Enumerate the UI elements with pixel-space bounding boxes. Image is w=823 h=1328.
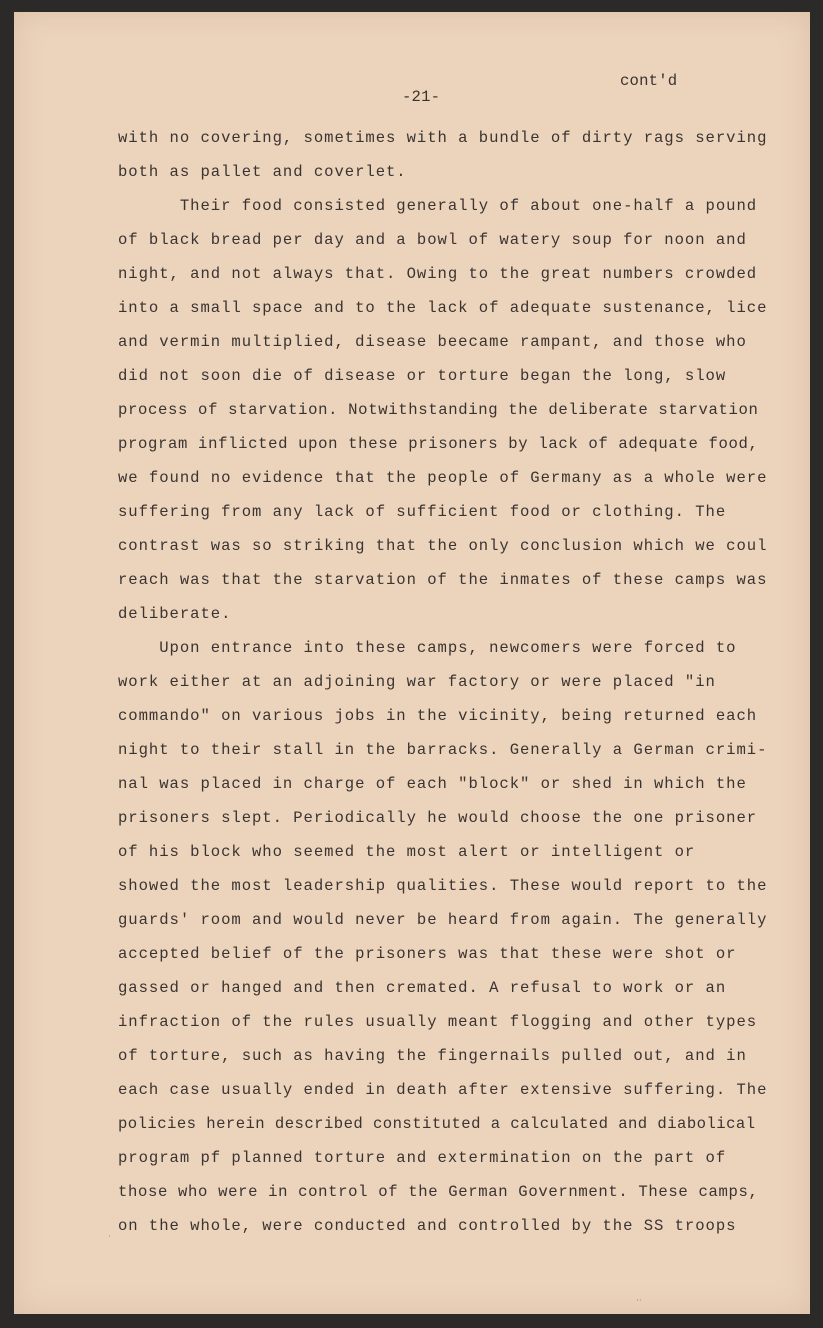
- text-line: each case usually ended in death after extensive suffering. The: [118, 1081, 768, 1099]
- page-number: -21-: [402, 88, 441, 106]
- text-line: of torture, such as having the fingernails pulled out, and in: [118, 1047, 747, 1065]
- text-line: we found no evidence that the people of Germany as a whole were: [118, 469, 768, 487]
- text-line: into a small space and to the lack of adequate sustenance, lice: [118, 299, 768, 317]
- text-line: night to their stall in the barracks. Generally a German crimi-: [118, 741, 768, 759]
- text-line: of his block who seemed the most alert or intelligent or: [118, 843, 696, 861]
- document-page: [14, 12, 810, 1314]
- text-line: with no covering, sometimes with a bundle of dirty rags serving: [118, 129, 768, 147]
- ink-speck: ·: [108, 1232, 111, 1242]
- text-line: reach was that the starvation of the inmates of these camps was: [118, 571, 768, 589]
- text-line: gassed or hanged and then cremated. A refusal to work or an: [118, 979, 727, 997]
- text-line: both as pallet and coverlet.: [118, 163, 407, 181]
- text-line: did not soon die of disease or torture began the long, slow: [118, 367, 727, 385]
- text-line: program pf planned torture and extermination on the part of: [118, 1149, 727, 1167]
- text-line: those who were in control of the German Government. These camps,: [118, 1183, 759, 1201]
- text-line: accepted belief of the prisoners was that these were shot or: [118, 945, 737, 963]
- text-line: showed the most leadership qualities. These would report to the: [118, 877, 768, 895]
- text-line: Their food consisted generally of about one-half a pound: [118, 197, 758, 215]
- text-line: infraction of the rules usually meant flogging and other types: [118, 1013, 758, 1031]
- text-line: deliberate.: [118, 605, 232, 623]
- text-line: prisoners slept. Periodically he would choose the one prisoner: [118, 809, 758, 827]
- continued-label: cont'd: [620, 72, 678, 90]
- text-line: process of starvation. Notwithstanding the deliberate starvation: [118, 401, 759, 419]
- text-line: Upon entrance into these camps, newcomers were forced to: [118, 639, 737, 657]
- text-line: commando" on various jobs in the vicinity, being returned each: [118, 707, 758, 725]
- text-line: guards' room and would never be heard from again. The generally: [118, 911, 768, 929]
- text-line: nal was placed in charge of each "block" or shed in which the: [118, 775, 747, 793]
- ink-speck: ··: [636, 1296, 642, 1306]
- text-line: suffering from any lack of sufficient food or clothing. The: [118, 503, 727, 521]
- text-line: contrast was so striking that the only conclusion which we coul: [118, 537, 768, 555]
- text-line: program inflicted upon these prisoners by lack of adequate food,: [118, 435, 759, 453]
- text-line: work either at an adjoining war factory or were placed "in: [118, 673, 716, 691]
- text-line: night, and not always that. Owing to the great numbers crowded: [118, 265, 758, 283]
- text-line: of black bread per day and a bowl of watery soup for noon and: [118, 231, 747, 249]
- text-line: and vermin multiplied, disease beecame rampant, and those who: [118, 333, 747, 351]
- text-line: on the whole, were conducted and controlled by the SS troops: [118, 1217, 737, 1235]
- text-line: policies herein described constituted a calculated and diabolical: [118, 1115, 756, 1133]
